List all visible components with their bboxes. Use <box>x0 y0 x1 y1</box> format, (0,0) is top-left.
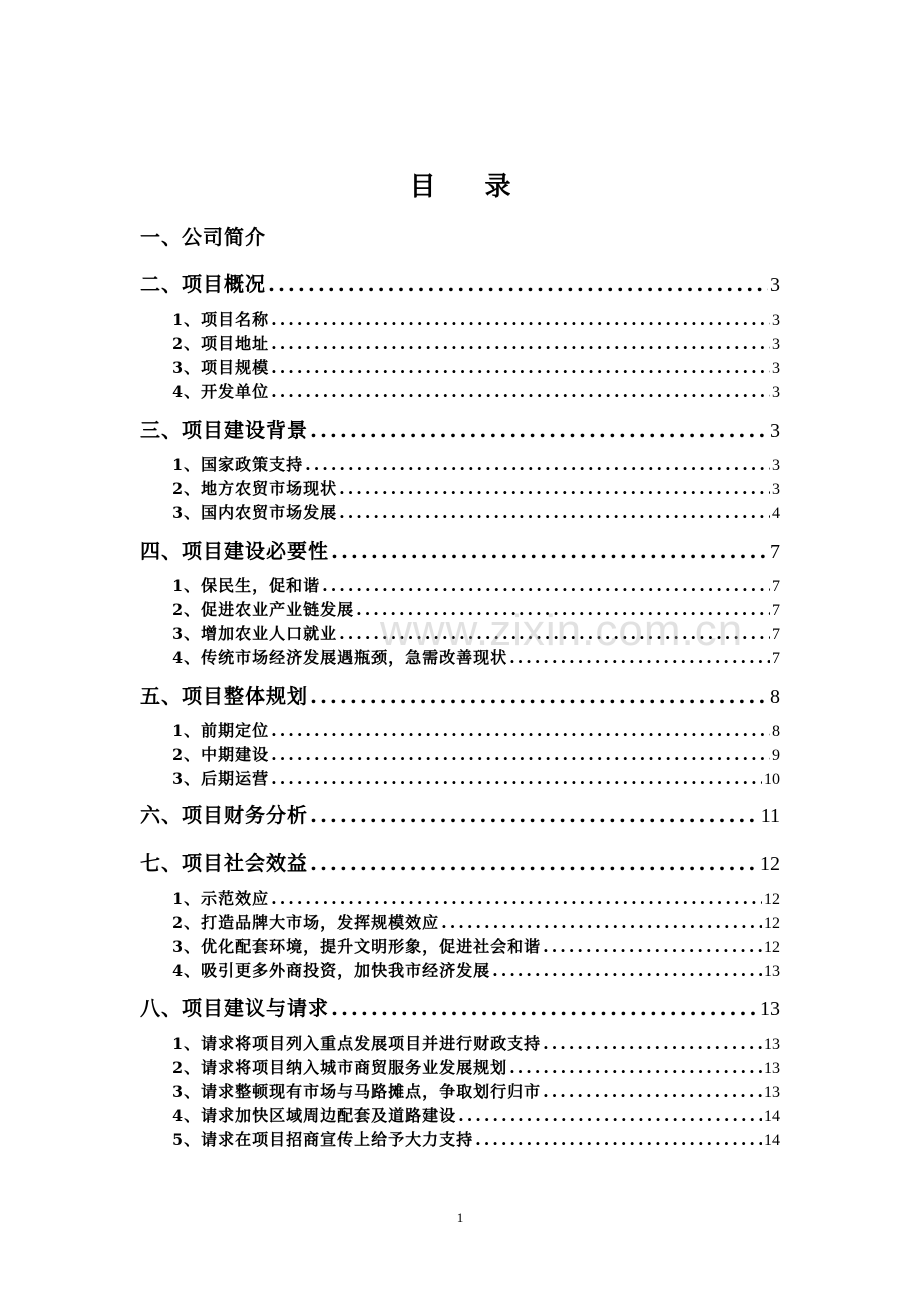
dot-leader <box>543 1034 762 1053</box>
toc-subsection-entry[interactable] <box>172 886 780 908</box>
dot-leader <box>492 961 762 980</box>
dot-leader <box>458 1106 762 1125</box>
dot-leader <box>271 769 762 788</box>
toc-page-number: 7 <box>772 578 780 595</box>
toc-section-entry[interactable] <box>140 847 780 875</box>
dot-leader <box>441 913 762 932</box>
toc-entry-text: 2、打造品牌大市场，发挥规模效应 <box>172 913 440 932</box>
toc-entry-text: 五、项目整体规划 <box>140 684 308 708</box>
toc-subsection-entry[interactable] <box>172 1103 780 1125</box>
dot-leader <box>310 418 768 442</box>
toc-section-entry[interactable] <box>140 414 780 442</box>
toc-entry-text: 2、请求将项目纳入城市商贸服务业发展规划 <box>172 1058 508 1077</box>
toc-section-entry[interactable] <box>140 268 780 296</box>
toc-section-entry[interactable] <box>140 992 780 1020</box>
toc-page-number: 13 <box>764 1060 780 1077</box>
toc-page-number: 4 <box>772 505 780 522</box>
toc-page-number: 3 <box>772 457 780 474</box>
dot-leader <box>331 539 768 563</box>
toc-page-number: 3 <box>770 420 780 442</box>
toc-section-entry[interactable] <box>140 799 780 827</box>
toc-subsection-entry[interactable] <box>172 307 780 329</box>
toc-page-number: 12 <box>764 891 780 908</box>
toc-subsection-entry[interactable] <box>172 452 780 474</box>
toc-page-number: 13 <box>764 1036 780 1053</box>
dot-leader <box>271 310 770 329</box>
dot-leader <box>268 272 768 296</box>
dot-leader <box>509 1058 762 1077</box>
toc-entry-text: 4、吸引更多外商投资，加快我市经济发展 <box>172 961 491 980</box>
toc-subsection-entry[interactable] <box>172 500 780 522</box>
dot-leader <box>543 937 762 956</box>
toc-subsection-entry[interactable] <box>172 1127 780 1149</box>
dot-leader <box>331 996 758 1020</box>
toc-entry-text: 3、后期运营 <box>172 769 270 788</box>
toc-subsection-entry[interactable] <box>172 476 780 498</box>
toc-subsection-entry[interactable] <box>172 573 780 595</box>
dot-leader <box>322 576 770 595</box>
toc-entry-text: 3、优化配套环境，提升文明形象，促进社会和谐 <box>172 937 542 956</box>
dot-leader <box>339 503 770 522</box>
toc-subsection-entry[interactable] <box>172 934 780 956</box>
toc-page-number: 14 <box>764 1108 780 1125</box>
toc-title: 目 录 <box>409 172 531 202</box>
toc-subsection-entry[interactable] <box>172 1079 780 1101</box>
toc-entry-text: 4、请求加快区域周边配套及道路建设 <box>172 1106 457 1125</box>
toc-subsection-entry[interactable] <box>172 766 780 788</box>
toc-entry-text: 三、项目建设背景 <box>140 418 308 442</box>
dot-leader <box>271 889 762 908</box>
dot-leader <box>271 721 770 740</box>
toc-entry-text: 2、中期建设 <box>172 745 270 764</box>
toc-entry-text: 4、开发单位 <box>172 382 270 401</box>
toc-entry-text: 2、项目地址 <box>172 334 270 353</box>
toc-page-number: 3 <box>772 384 780 401</box>
toc-page-number: 3 <box>772 481 780 498</box>
dot-leader <box>271 745 770 764</box>
toc-page-number: 8 <box>770 686 780 708</box>
toc-entry-text: 3、国内农贸市场发展 <box>172 503 338 522</box>
toc-section-entry[interactable] <box>140 221 780 249</box>
toc-entry-text: 2、促进农业产业链发展 <box>172 600 355 619</box>
toc-page-number: 3 <box>772 312 780 329</box>
page-number: 1 <box>456 1210 464 1225</box>
toc-entry-text: 1、前期定位 <box>172 721 270 740</box>
toc-subsection-entry[interactable] <box>172 1031 780 1053</box>
dot-leader <box>271 382 770 401</box>
toc-entry-text: 1、请求将项目列入重点发展项目并进行财政支持 <box>172 1034 542 1053</box>
toc-page-number: 3 <box>772 336 780 353</box>
toc-entry-text: 六、项目财务分析 <box>140 803 308 827</box>
toc-entry-text: 1、项目名称 <box>172 310 270 329</box>
dot-leader <box>310 803 759 827</box>
toc-subsection-entry[interactable] <box>172 958 780 980</box>
toc-page-number: 11 <box>760 805 780 827</box>
toc-entry-text: 5、请求在项目招商宣传上给予大力支持 <box>172 1130 474 1149</box>
toc-page-number: 7 <box>772 626 780 643</box>
toc-entry-text: 3、增加农业人口就业 <box>172 624 338 643</box>
toc-page-number: 12 <box>764 939 780 956</box>
toc-entry-text: 3、请求整顿现有市场与马路摊点，争取划行归市 <box>172 1082 542 1101</box>
dot-leader <box>543 1082 762 1101</box>
toc-entry-text: 3、项目规模 <box>172 358 270 377</box>
toc-entry-text: 1、示范效应 <box>172 889 270 908</box>
toc-entry-text: 2、地方农贸市场现状 <box>172 479 338 498</box>
dot-leader <box>271 334 770 353</box>
toc-entry-text: 四、项目建设必要性 <box>140 539 329 563</box>
toc-subsection-entry[interactable] <box>172 742 780 764</box>
toc-subsection-entry[interactable] <box>172 1055 780 1077</box>
toc-page-number: 3 <box>772 360 780 377</box>
toc-page-number: 7 <box>772 602 780 619</box>
toc-entry-text: 八、项目建议与请求 <box>140 996 329 1020</box>
toc-page-number: 13 <box>760 998 780 1020</box>
toc-subsection-entry[interactable] <box>172 910 780 932</box>
toc-subsection-entry[interactable] <box>172 718 780 740</box>
dot-leader <box>305 455 770 474</box>
toc-section-entry[interactable] <box>140 535 780 563</box>
dot-leader <box>339 479 770 498</box>
toc-subsection-entry[interactable] <box>172 379 780 401</box>
toc-page-number: 9 <box>772 747 780 764</box>
dot-leader <box>475 1130 762 1149</box>
toc-page-number: 13 <box>764 963 780 980</box>
toc-page-number: 8 <box>772 723 780 740</box>
dot-leader <box>310 851 758 875</box>
toc-subsection-entry[interactable] <box>172 355 780 377</box>
toc-entry-text: 1、保民生，促和谐 <box>172 576 321 595</box>
toc-entry-text: 七、项目社会效益 <box>140 851 308 875</box>
toc-entry-text: 一、公司简介 <box>140 225 266 249</box>
toc-page-number: 3 <box>770 274 780 296</box>
toc-entry-text: 二、项目概况 <box>140 272 266 296</box>
toc-page-number: 12 <box>764 915 780 932</box>
toc-page-number: 10 <box>764 771 780 788</box>
toc-page-number: 12 <box>760 853 780 875</box>
toc-entry-text: 4、传统市场经济发展遇瓶颈，急需改善现状 <box>172 648 508 667</box>
watermark: www.zixin.com.cn <box>380 606 744 655</box>
toc-page-number: 7 <box>770 541 780 563</box>
toc-entry-text: 1、国家政策支持 <box>172 455 304 474</box>
toc-page-number: 13 <box>764 1084 780 1101</box>
toc-page-number: 14 <box>764 1132 780 1149</box>
toc-subsection-entry[interactable] <box>172 331 780 353</box>
dot-leader <box>310 684 768 708</box>
toc-page-number: 7 <box>772 650 780 667</box>
toc-section-entry[interactable] <box>140 680 780 708</box>
dot-leader <box>271 358 770 377</box>
